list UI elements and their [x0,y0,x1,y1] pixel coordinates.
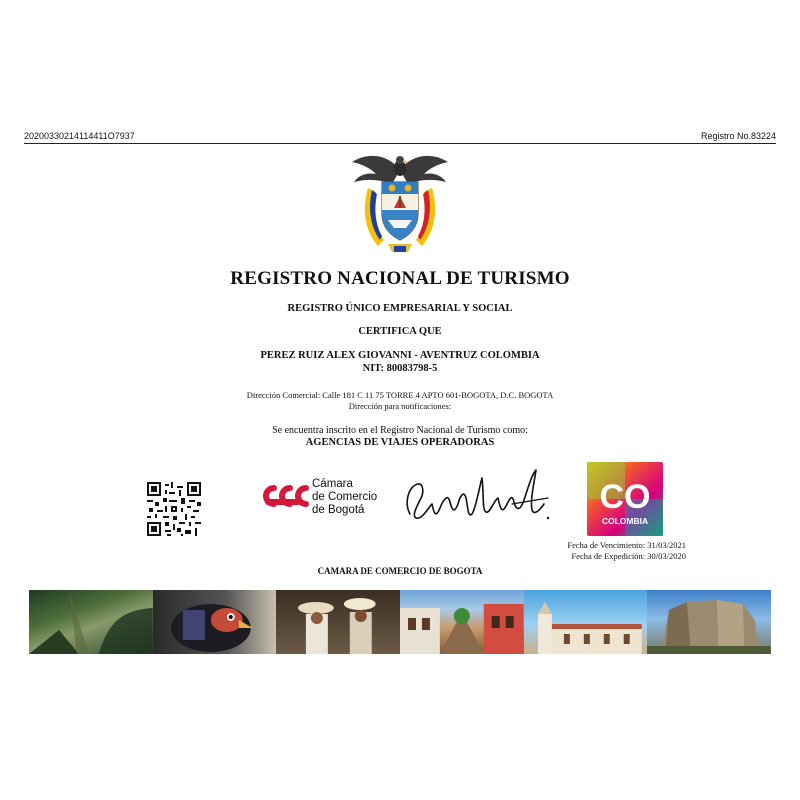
registry-category: AGENCIAS DE VIAJES OPERADORAS [305,437,495,448]
colonial-street-photo [400,590,524,654]
people-photo [276,590,400,654]
certifies-heading: CERTIFICA QUE [358,326,442,337]
certificate-title: REGISTRO NACIONAL DE TURISMO [230,268,570,289]
certificate-header-line [24,131,776,144]
holder-nit: NIT: 80083798-5 [362,363,438,374]
qr-code-icon [147,482,201,536]
co-logo-country: COLOMBIA [601,516,649,526]
rock-formation-photo [647,590,771,654]
photo-strip [29,590,771,654]
co-logo-text: CO [599,478,651,516]
co-colombia-icon [587,462,663,536]
commercial-address: Dirección Comercial: Calle 181 C 11 75 TORRE 4 APTO 601-BOGOTA, D.C. BOGOTA [246,390,554,400]
ccb-line-2: de Comercio [312,491,378,503]
church-photo [524,590,648,654]
ccb-wordmark [312,478,392,517]
issue-date: Fecha de Expedición: 30/03/2020 [571,551,686,561]
ccb-line-1: Cámara [312,478,353,490]
condor-photo [153,590,277,654]
certificate-subtitle: REGISTRO ÚNICO EMPRESARIAL Y SOCIAL [287,303,513,314]
registered-as-text: Se encuentra inscrito en el Registro Nacional de Turismo como: [272,425,528,436]
coat-of-arms-icon [348,148,452,256]
ccb-logo [258,478,388,520]
holder-name: PEREZ RUIZ ALEX GIOVANNI - AVENTRUZ COLOMBIA [260,350,540,361]
notification-address: Dirección para notificaciones: [348,401,452,411]
certificate-dates [520,540,686,562]
colombia-brand-logo [587,462,663,536]
ccb-line-3: de Bogotá [312,504,365,516]
signature-icon [402,464,552,528]
certificate-code: 20200330214114411O7937 [24,131,135,141]
expiry-date: Fecha de Vencimiento: 31/03/2021 [567,540,686,550]
registry-number: Registro No.83224 [700,131,776,141]
issuer-label: CAMARA DE COMERCIO DE BOGOTA [317,566,483,576]
jungle-photo [29,590,153,654]
ccb-symbol-icon [258,480,310,518]
